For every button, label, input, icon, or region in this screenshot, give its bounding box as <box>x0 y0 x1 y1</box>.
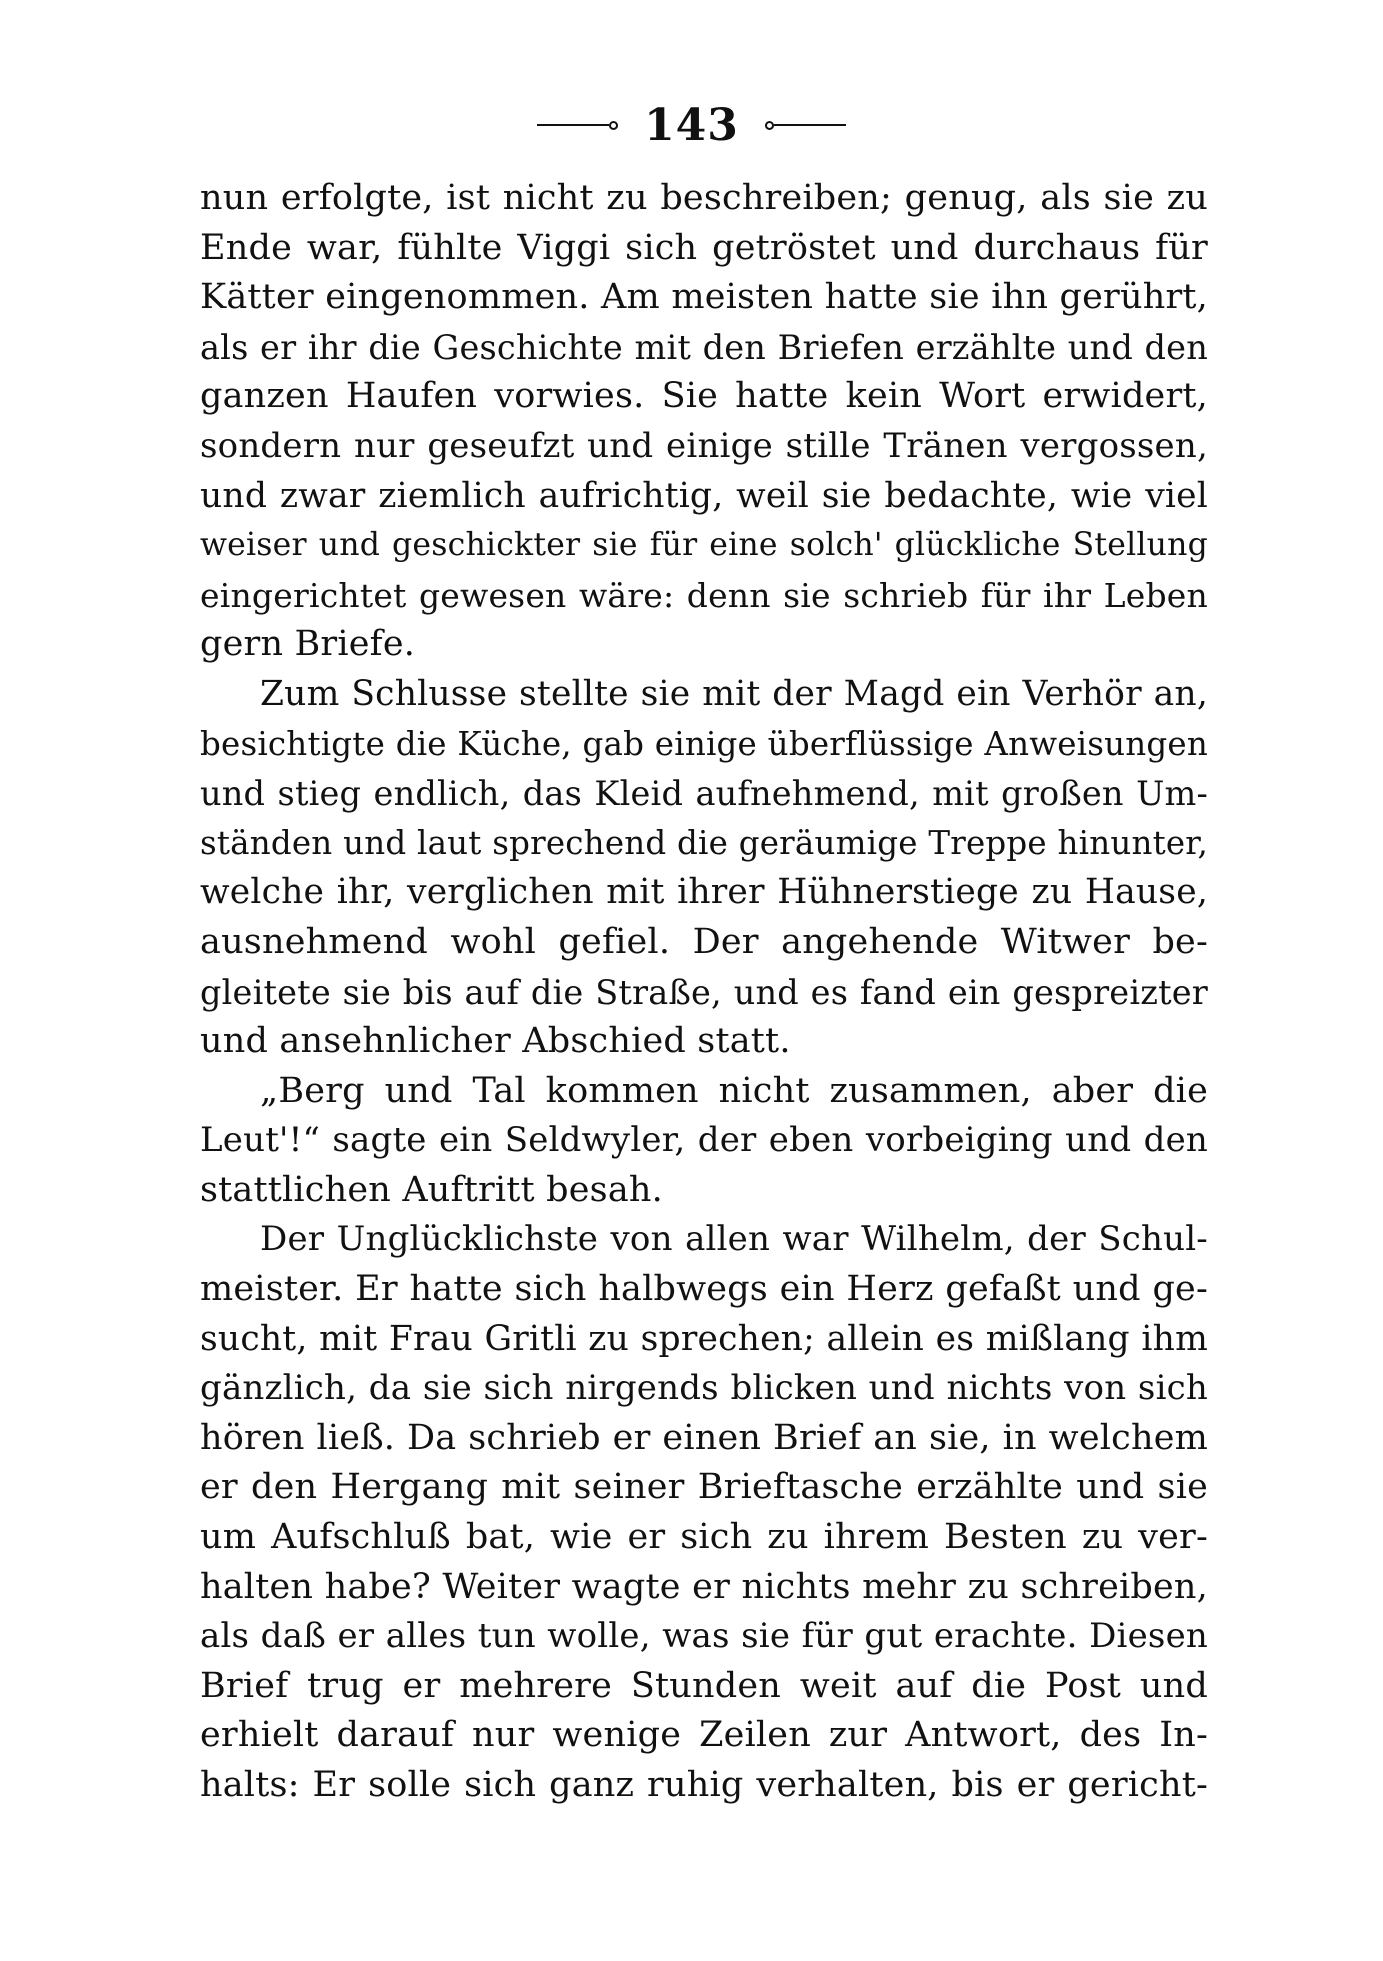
text-line: gern Briefe. <box>200 624 416 665</box>
page-body-text <box>200 174 1208 1811</box>
text-line: Zum Schlusse stellte sie mit der Magd ein Verhör an, <box>260 673 1208 714</box>
header-rule-right <box>774 124 846 126</box>
text-line: welche ihr, verglichen mit ihrer Hühnerstiege zu Hause, <box>200 872 1208 913</box>
text-line: um Aufschluß bat, wie er sich zu ihrem Besten zu ver- <box>200 1517 1208 1558</box>
text-line: Der Unglücklichste von allen war Wilhelm, der Schul- <box>260 1219 1208 1260</box>
text-line: ausnehmend wohl gefiel. Der angehende Witwer be- <box>200 921 1208 962</box>
header-ornament-left <box>609 121 618 130</box>
text-line: er den Hergang mit seiner Brieftasche erzählte und sie <box>200 1467 1208 1508</box>
page-number: 143 <box>644 99 739 151</box>
text-line: ständen und laut sprechend die geräumige Treppe hinunter, <box>200 823 1208 862</box>
text-line: Ende war, fühlte Viggi sich getröstet und durchaus für <box>200 227 1208 268</box>
text-line: weiser und geschickter sie für eine solch' glückliche Stellung <box>200 527 1208 564</box>
text-line: gänzlich, da sie sich nirgends blicken und nichts von sich <box>200 1368 1208 1409</box>
header-ornament-right <box>765 121 774 130</box>
header-rule-left <box>537 124 609 126</box>
text-line: Kätter eingenommen. Am meisten hatte sie ihn gerührt, <box>200 277 1208 318</box>
text-line: gleitete sie bis auf die Straße, und es fand ein gespreizter <box>200 972 1208 1012</box>
text-line: und stieg endlich, das Kleid aufnehmend, mit großen Um- <box>200 774 1208 814</box>
text-line: sondern nur geseufzt und einige stille Tränen vergossen, <box>200 425 1208 466</box>
text-line: halts: Er solle sich ganz ruhig verhalten, bis er gericht- <box>200 1765 1208 1805</box>
text-line: sucht, mit Frau Gritli zu sprechen; allein es mißlang ihm <box>200 1318 1208 1359</box>
text-line: besichtigte die Küche, gab einige überflüssige Anweisungen <box>200 724 1208 763</box>
text-line: und ansehnlicher Abschied statt. <box>200 1021 791 1062</box>
text-line: und zwar ziemlich aufrichtig, weil sie bedachte, wie viel <box>200 475 1208 516</box>
text-line: halten habe? Weiter wagte er nichts mehr zu schreiben, <box>200 1566 1208 1607</box>
text-line: als daß er alles tun wolle, was sie für gut erachte. Diesen <box>200 1616 1208 1657</box>
text-line: „Berg und Tal kommen nicht zusammen, aber die <box>260 1070 1208 1111</box>
text-line: stattlichen Auftritt besah. <box>200 1169 663 1210</box>
text-line: meister. Er hatte sich halbwegs ein Herz gefaßt und ge- <box>200 1269 1208 1310</box>
text-line: nun erfolgte, ist nicht zu beschreiben; genug, als sie zu <box>200 178 1208 218</box>
text-line: Leut'!“ sagte ein Seldwyler, der eben vorbeiging und den <box>200 1120 1208 1161</box>
text-line: eingerichtet gewesen wäre: denn sie schrieb für ihr Leben <box>200 575 1208 615</box>
text-line: Brief trug er mehrere Stunden weit auf die Post und <box>200 1665 1208 1706</box>
text-line: als er ihr die Geschichte mit den Briefen erzählte und den <box>200 327 1208 367</box>
text-line: hören ließ. Da schrieb er einen Brief an sie, in welchem <box>200 1417 1208 1458</box>
text-line: erhielt darauf nur wenige Zeilen zur Antwort, des In- <box>200 1715 1208 1756</box>
text-line: ganzen Haufen vorwies. Sie hatte kein Wort erwidert, <box>200 376 1208 417</box>
page-header <box>0 95 1383 155</box>
